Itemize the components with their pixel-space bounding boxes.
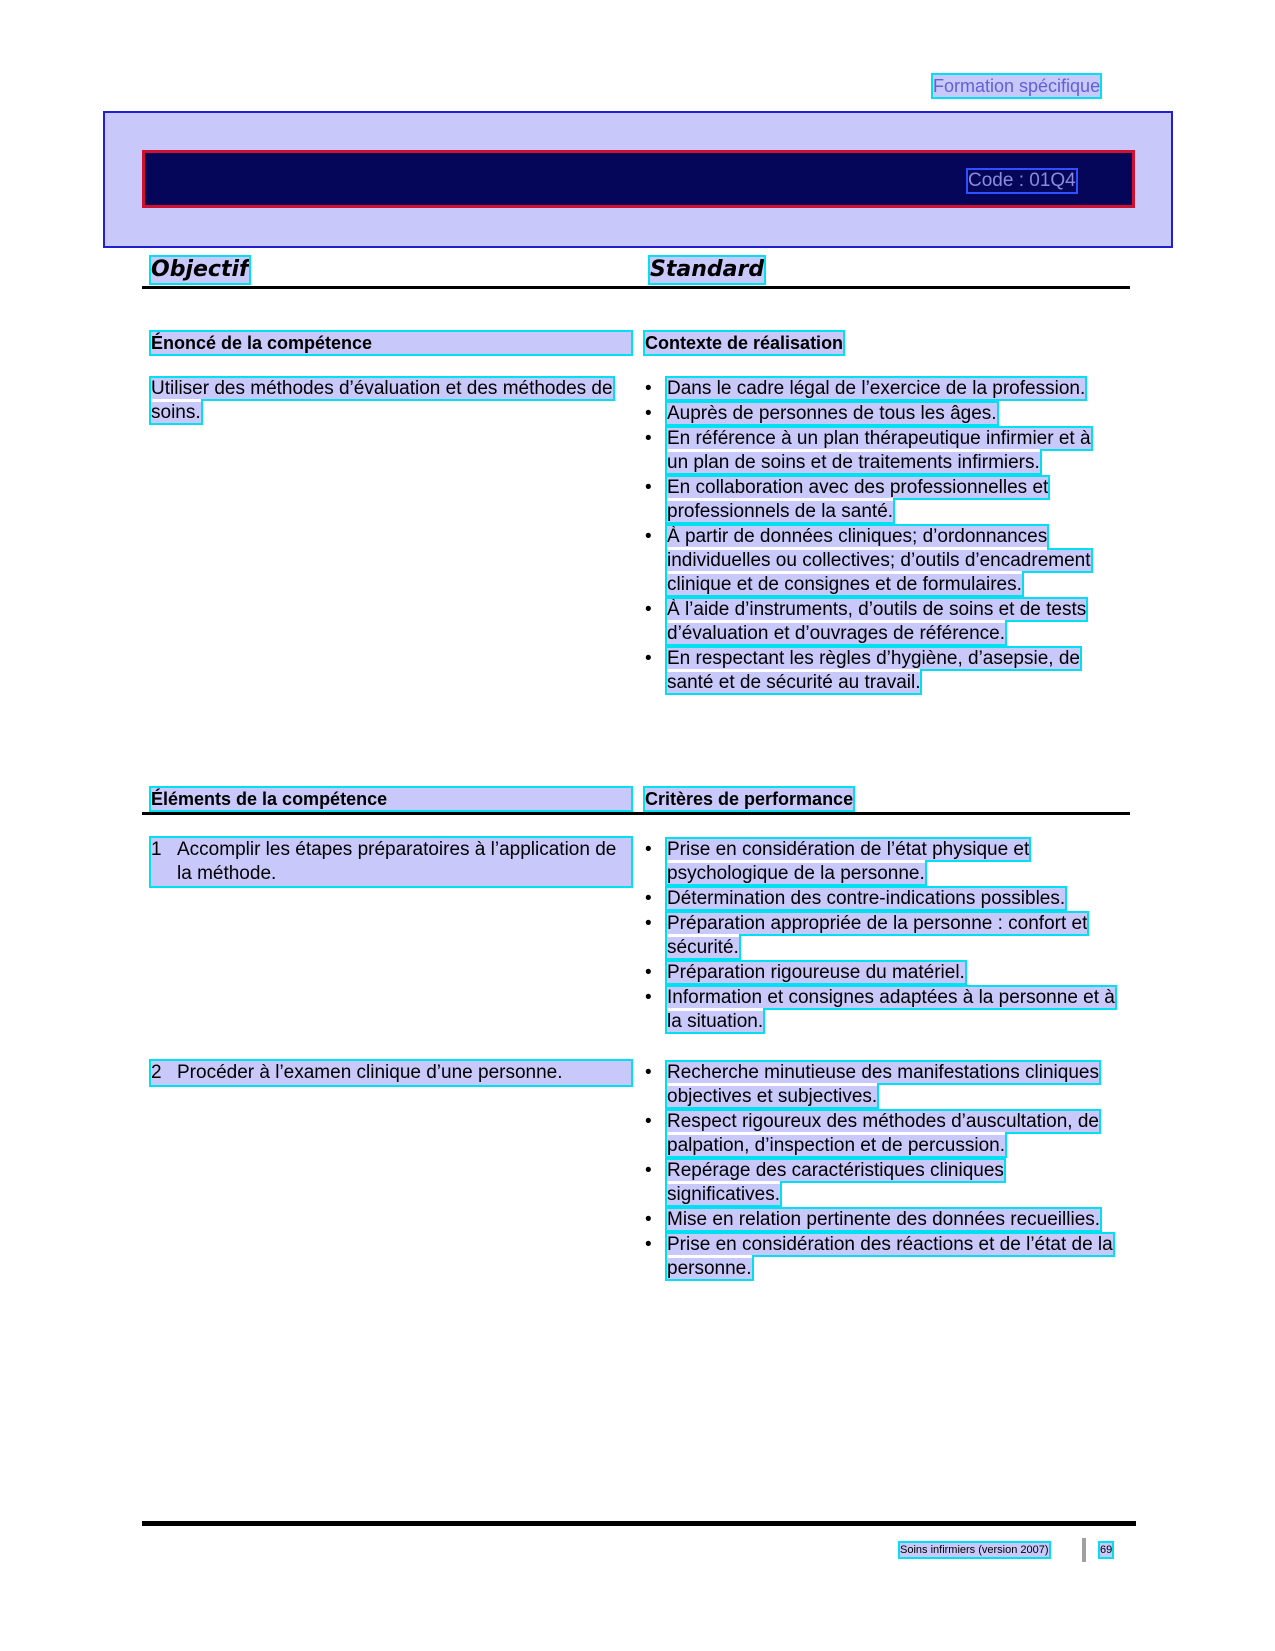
contexte-list (645, 377, 1115, 696)
list-item: • Auprès de personnes de tous les âges. (645, 402, 1115, 426)
list-item: • Repérage des caractéristiques cliniques significatives. (645, 1159, 1115, 1207)
list-item: • En respectant les règles d’hygiène, d’asepsie, de santé et de sécurité au travail. (645, 647, 1115, 695)
element-2 (151, 1061, 631, 1085)
list-item: • À l’aide d’instruments, d’outils de soins et de tests d’évaluation et d’ouvrages de référence. (645, 598, 1115, 646)
footer-separator (1082, 1538, 1086, 1562)
section-objectif: Objectif (151, 257, 249, 282)
page-number: 69 (1100, 1544, 1113, 1556)
element-number: 2 (151, 1062, 162, 1083)
competency-code: Code : 01Q4 (968, 170, 1076, 191)
element-1 (151, 838, 631, 886)
competence-statement: Utiliser des méthodes d’évaluation et des méthodes de soins. (151, 378, 613, 423)
contexte-heading: Contexte de réalisation (645, 333, 844, 353)
list-item: • Information et consignes adaptées à la personne et à la situation. (645, 986, 1115, 1034)
header-rule (142, 286, 1130, 289)
list-item: • Prise en considération des réactions et de l’état de la personne. (645, 1233, 1115, 1281)
footer-program: Soins infirmiers (version 2007) (900, 1544, 1049, 1556)
list-item: • Préparation rigoureuse du matériel. (645, 961, 1115, 985)
criteria-list-1 (645, 838, 1115, 1035)
list-item: • En collaboration avec des professionnelles et professionnels de la santé. (645, 476, 1115, 524)
list-item: • En référence à un plan thérapeutique infirmier et à un plan de soins et de traitements infirmiers. (645, 427, 1115, 475)
list-item: • À partir de données cliniques; d’ordonnances individuelles ou collectives; d’outils d’encadrement clinique et de consignes et de formulaires. (645, 525, 1115, 597)
list-item: • Recherche minutieuse des manifestations cliniques objectives et subjectives. (645, 1061, 1115, 1109)
elements-heading: Éléments de la compétence (151, 788, 631, 810)
section-standard: Standard (650, 257, 765, 282)
list-item: • Dans le cadre légal de l’exercice de la profession. (645, 377, 1115, 401)
list-item: • Prise en considération de l’état physique et psychologique de la personne. (645, 838, 1115, 886)
element-text: Accomplir les étapes préparatoires à l’application de la méthode. (177, 839, 617, 884)
competence-heading: Énoncé de la compétence (151, 332, 631, 354)
elements-rule (142, 812, 1130, 815)
element-number: 1 (151, 839, 162, 860)
list-item: • Respect rigoureux des méthodes d’auscultation, de palpation, d’inspection et de percussion. (645, 1110, 1115, 1158)
footer-rule (142, 1521, 1136, 1526)
running-title: Formation spécifique (933, 76, 1101, 96)
list-item: • Mise en relation pertinente des données recueillies. (645, 1208, 1115, 1232)
criteria-heading: Critères de performance (645, 789, 854, 809)
element-text: Procéder à l’examen clinique d’une personne. (177, 1062, 563, 1083)
competence-text (151, 377, 631, 425)
list-item: • Détermination des contre-indications possibles. (645, 887, 1115, 911)
criteria-list-2 (645, 1061, 1115, 1282)
list-item: • Préparation appropriée de la personne : confort et sécurité. (645, 912, 1115, 960)
